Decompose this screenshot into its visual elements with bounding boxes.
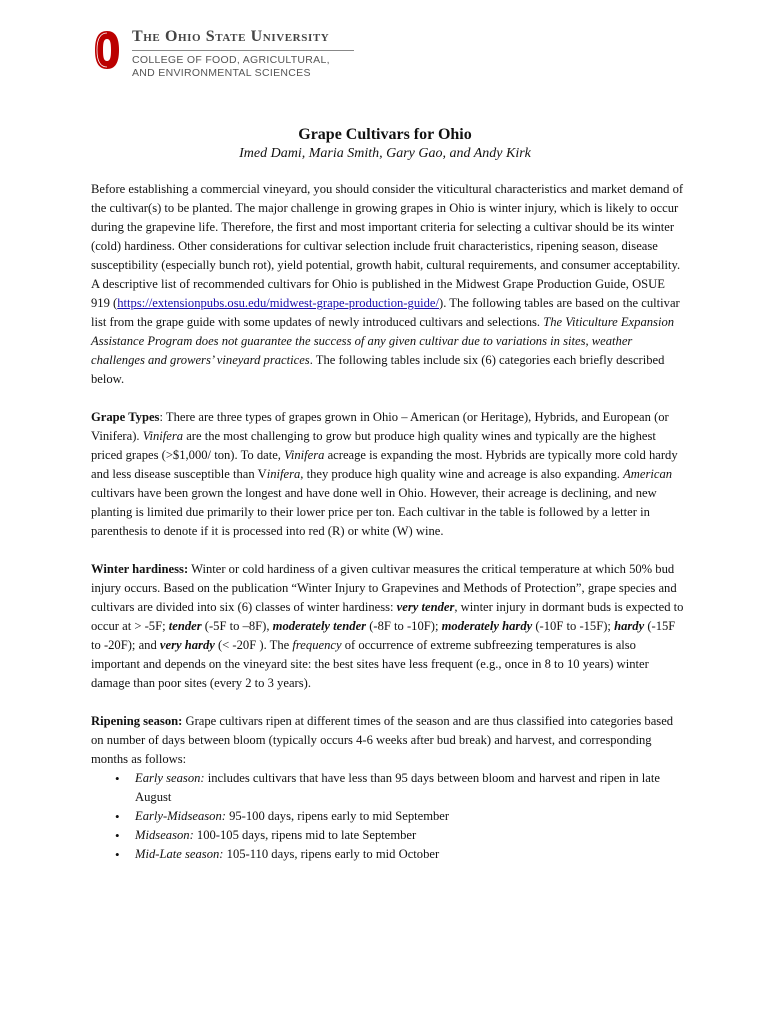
season-label: Early season: [135,771,205,785]
college-name: COLLEGE OF FOOD, AGRICULTURAL, AND ENVIRONMENTAL SCIENCES [132,54,330,79]
hardiness-class: moderately hardy [441,619,533,633]
season-label: Mid-Late season: [135,847,224,861]
italic-term: frequency [292,638,342,652]
section-heading: Grape Types [91,410,160,424]
document-body [91,180,685,864]
ripening-list [91,769,685,864]
text-run: , they produce high quality wine and acreage is also expanding. [300,467,624,481]
season-text: 100-105 days, ripens mid to late September [193,828,417,842]
text-run: , winter injury in dormant buds is expected to occur at > -5F; [91,600,684,633]
grape-guide-link[interactable]: https://extensionpubs.osu.edu/midwest-grape-production-guide/ [117,296,440,310]
disclaimer-text: The Viticulture Expansion Assistance Program does not guarantee the success of any given cultivar due to variations in sites, weather challenges and growers’ vineyard practices [91,315,675,367]
ripening-paragraph [91,712,685,769]
text-run: (< -20F ). The [214,638,293,652]
ripening-section [91,712,685,864]
italic-term: American [623,467,673,481]
hardiness-class: hardy [614,619,645,633]
season-text: 105-110 days, ripens early to mid October [223,847,440,861]
list-item [135,845,685,864]
list-item [135,826,685,845]
header-divider [132,50,354,51]
text-run: (-5F to –8F), [201,619,273,633]
text-run: Winter or cold hardiness of a given cultivar measures the critical temperature at which 50% bud injury occurs. Based on the publication “Winter Injury to Grapevines and Methods of Protection”, grape species and cultivars are divided into six (6) classes of winter hardiness: [91,562,677,614]
text-run: cultivars have been grown the longest and have done well in Ohio. However, their acreage is declining, and new planting is limited due primarily to their lower price per ton. Each cultivar in the table is followed by a letter in parenthesis to denote if it is processed into red (R) or white (W) wine. [91,486,657,538]
text-run: Grape cultivars ripen at different times of the season and are thus classified into categories based on number of days between bloom (typically occurs 4-6 weeks after bud break) and harvest, and corresponding months as follows: [91,714,674,766]
text-run: (-10F to -15F); [532,619,615,633]
text-run: (-8F to -10F); [366,619,442,633]
text-run: are the most challenging to grow but produce high quality wines and typically are the highest priced grapes (>$1,000/ ton). To date, [91,429,656,462]
season-text: 95-100 days, ripens early to mid September [225,809,450,823]
italic-term: Vinifera [142,429,184,443]
list-item [135,807,685,826]
hardiness-class: moderately tender [272,619,367,633]
text-run: of occurrence of extreme subfreezing temperatures is also important and depends on the vineyard site: the best sites have less frequent (e.g., once in 8 to 10 years) winter damage than poor sites (every 2 to 3 years). [91,638,649,690]
text-run: Before establishing a commercial vineyard, you should consider the viticultural characteristics and market demand of the cultivar(s) to be planted. The major challenge in growing grapes in Ohio is winter injury, which is likely to occur during the grapevine life. Therefore, the first and most important criteria for selecting a cultivar should be its winter (cold) hardiness. Other considerations for cultivar selection include fruit characteristics, ripening season, disease susceptibility (especially bunch rot), yield potential, growth habit, cultural requirements, and consumer acceptability. A descriptive list of recommended cultivars for Ohio is published in the Midwest Grape Production Guide, OSUE 919 ( [91,182,684,310]
winter-hardiness-paragraph [91,560,685,693]
section-heading: Ripening season: [91,714,183,728]
text-run: acreage is expanding the most. Hybrids are typically more cold hardy and less disease susceptible than V [91,448,678,481]
season-text: includes cultivars that have less than 95 days between bloom and harvest and ripen in late August [135,771,660,804]
season-label: Early-Midseason: [135,809,226,823]
text-run: : There are three types of grapes grown in Ohio – American (or Heritage), Hybrids, and European (or Vinifera). [91,410,669,443]
list-item [135,769,685,807]
italic-term: Vinifera [284,448,325,462]
intro-paragraph [91,180,685,389]
hardiness-class: very tender [396,600,455,614]
document-authors: Imed Dami, Maria Smith, Gary Gao, and Andy Kirk [239,146,531,161]
hardiness-class: tender [168,619,202,633]
university-name: The Ohio State University [132,28,330,45]
text-run: (-15F to -20F); and [91,619,676,652]
section-heading: Winter hardiness: [91,562,189,576]
grape-types-paragraph [91,408,685,541]
season-label: Midseason: [135,828,194,842]
hardiness-class: very hardy [159,638,215,652]
italic-term: inifera [266,467,301,481]
text-run: ). The following tables are based on the cultivar list from the grape guide with some updates of newly introduced cultivars and selections. [91,296,680,329]
text-run: . The following tables include six (6) categories each briefly described below. [91,353,665,386]
block-o-logo-icon [94,30,120,70]
document-title: Grape Cultivars for Ohio [298,126,472,143]
